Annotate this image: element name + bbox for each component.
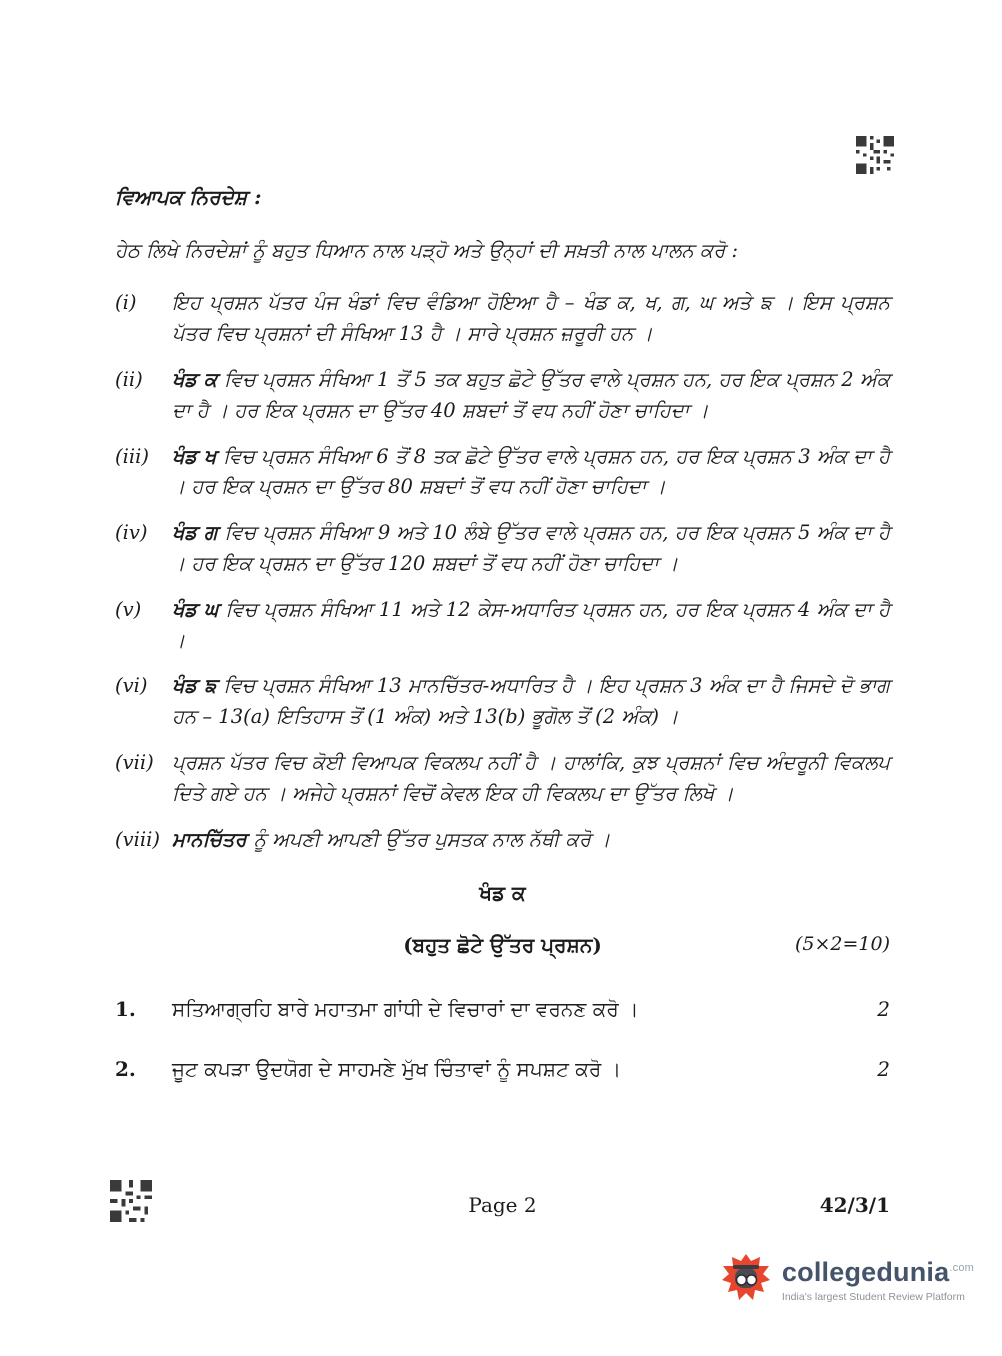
question-marks: 2 bbox=[877, 1057, 890, 1082]
instruction-text bbox=[172, 748, 890, 810]
instruction-body: ਵਿਚ ਪ੍ਰਸ਼ਨ ਸੰਖਿਆ 6 ਤੋਂ 8 ਤਕ ਛੋਟੇ ਉੱਤਰ ਵਾਲੇ ਪ੍ਰਸ਼ਨ ਹਨ, ਹਰ ਇਕ ਪ੍ਰਸ਼ਨ 3 ਅੰਕ ਦਾ ਹੈ । ਹਰ ਇਕ ਪ੍ਰਸ਼ਨ ਦਾ ਉੱਤਰ 80 ਸ਼ਬਦਾਂ ਤੋਂ ਵਧ ਨਹੀਂ ਹੋਣਾ ਚਾਹਿਦਾ । bbox=[172, 444, 890, 499]
brand-tagline: India's largest Student Review Platform bbox=[781, 1291, 965, 1304]
qr-code-top-right bbox=[856, 136, 894, 178]
instruction-item bbox=[115, 825, 890, 856]
paper-code: 42/3/1 bbox=[819, 1193, 890, 1217]
brand-suffix: .com bbox=[949, 1261, 974, 1274]
instruction-item bbox=[115, 671, 890, 733]
instructions-intro: ਹੇਠ ਲਿਖੇ ਨਿਰਦੇਸ਼ਾਂ ਨੂੰ ਬਹੁਤ ਧਿਆਨ ਨਾਲ ਪੜ੍ਹੋ ਅਤੇ ਉਨ੍ਹਾਂ ਦੀ ਸਖ਼ਤੀ ਨਾਲ ਪਾਲਨ ਕਰੋ : bbox=[115, 238, 739, 262]
instruction-text bbox=[172, 518, 890, 580]
instruction-number: (v) bbox=[115, 597, 142, 621]
instruction-lead: ਖੰਡ ਘ bbox=[172, 597, 226, 621]
instruction-text bbox=[172, 442, 890, 504]
instruction-lead: ਮਾਨਚਿੱਤਰ bbox=[172, 827, 254, 851]
instruction-lead: ਖੰਡ ਙ bbox=[172, 674, 224, 698]
instruction-text bbox=[172, 671, 890, 733]
instruction-item bbox=[115, 748, 890, 810]
instruction-item bbox=[115, 288, 890, 350]
section-marks-scheme: (5×2=10) bbox=[794, 933, 890, 956]
instruction-number: (iv) bbox=[115, 521, 148, 545]
instruction-body: ਪ੍ਰਸ਼ਨ ਪੱਤਰ ਵਿਚ ਕੋਈ ਵਿਆਪਕ ਵਿਕਲਪ ਨਹੀਂ ਹੈ । ਹਾਲਾਂਕਿ, ਕੁਝ ਪ੍ਰਸ਼ਨਾਂ ਵਿਚ ਅੰਦਰੂਨੀ ਵਿਕਲਪ ਦਿਤੇ ਗਏ ਹਨ । ਅਜੇਹੇ ਪ੍ਰਸ਼ਨਾਂ ਵਿਚੋਂ ਕੇਵਲ ਇਕ ਹੀ ਵਿਕਲਪ ਦਾ ਉੱਤਰ ਲਿਖੋ । bbox=[172, 750, 890, 805]
instruction-body: ਵਿਚ ਪ੍ਰਸ਼ਨ ਸੰਖਿਆ 13 ਮਾਨਚਿੱਤਰ-ਅਧਾਰਿਤ ਹੈ । ਇਹ ਪ੍ਰਸ਼ਨ 3 ਅੰਕ ਦਾ ਹੈ ਜਿਸਦੇ ਦੋ ਭਾਗ ਹਨ – 13(a) ਇਤਿਹਾਸ ਤੋਂ (1 ਅੰਕ) ਅਤੇ 13(b) ਭੂਗੋਲ ਤੋਂ (2 ਅੰਕ) । bbox=[172, 674, 890, 729]
qr-code-bottom-left bbox=[110, 1180, 152, 1226]
page-content bbox=[115, 182, 890, 1117]
collegedunia-wordmark bbox=[782, 1258, 974, 1304]
instruction-lead: ਖੰਡ ਖ bbox=[172, 444, 224, 468]
instruction-number: (vi) bbox=[115, 674, 148, 698]
question-row bbox=[115, 997, 890, 1021]
instruction-body: ਵਿਚ ਪ੍ਰਸ਼ਨ ਸੰਖਿਆ 9 ਅਤੇ 10 ਲੰਬੇ ਉੱਤਰ ਵਾਲੇ ਪ੍ਰਸ਼ਨ ਹਨ, ਹਰ ਇਕ ਪ੍ਰਸ਼ਨ 5 ਅੰਕ ਦਾ ਹੈ । ਹਰ ਇਕ ਪ੍ਰਸ਼ਨ ਦਾ ਉੱਤਰ 120 ਸ਼ਬਦਾਂ ਤੋਂ ਵਧ ਨਹੀਂ ਹੋਣਾ ਚਾਹਿਦਾ । bbox=[172, 521, 890, 575]
general-instructions bbox=[115, 182, 890, 855]
page-number: Page 2 bbox=[468, 1193, 537, 1217]
instruction-text bbox=[172, 595, 890, 657]
instruction-number: (vii) bbox=[115, 750, 154, 774]
instruction-body: ਨੂੰ ਅਪਣੀ ਆਪਣੀ ਉੱਤਰ ਪੁਸਤਕ ਨਾਲ ਨੱਥੀ ਕਰੋ । bbox=[253, 827, 611, 851]
instruction-body: ਵਿਚ ਪ੍ਰਸ਼ਨ ਸੰਖਿਆ 11 ਅਤੇ 12 ਕੇਸ-ਅਧਾਰਿਤ ਪ੍ਰਸ਼ਨ ਹਨ, ਹਰ ਇਕ ਪ੍ਰਸ਼ਨ 4 ਅੰਕ ਦਾ ਹੈ । bbox=[172, 597, 890, 652]
instruction-text bbox=[172, 288, 890, 350]
section-subtitle: (ਬਹੁਤ ਛੋਟੇ ਉੱਤਰ ਪ੍ਰਸ਼ਨ) bbox=[403, 933, 602, 958]
collegedunia-mascot-icon bbox=[720, 1252, 772, 1309]
instruction-number: (i) bbox=[115, 291, 137, 315]
instruction-text bbox=[172, 365, 890, 427]
section-title: ਖੰਡ ਕ bbox=[479, 881, 526, 906]
instruction-number: (viii) bbox=[115, 827, 160, 851]
question-number: 2. bbox=[115, 1057, 136, 1082]
instruction-number: (ii) bbox=[115, 367, 143, 391]
instruction-item bbox=[115, 365, 890, 427]
instructions-heading: ਵਿਆਪਕ ਨਿਰਦੇਸ਼ : bbox=[115, 185, 262, 209]
question-text: ਜੂਟ ਕਪੜਾ ਉਦਯੋਗ ਦੇ ਸਾਹਮਣੇ ਮੁੱਖ ਚਿੰਤਾਵਾਂ ਨੂੰ ਸਪਸ਼ਟ ਕਰੋ । bbox=[172, 1057, 622, 1082]
instruction-text bbox=[172, 825, 890, 856]
instruction-lead: ਖੰਡ ਗ bbox=[172, 521, 225, 545]
section-subtitle-row bbox=[115, 933, 890, 957]
question-number: 1. bbox=[115, 997, 136, 1022]
instruction-item bbox=[115, 442, 890, 504]
question-marks: 2 bbox=[877, 997, 890, 1022]
question-text: ਸਤਿਆਗ੍ਰਹਿ ਬਾਰੇ ਮਹਾਤਮਾ ਗਾਂਧੀ ਦੇ ਵਿਚਾਰਾਂ ਦਾ ਵਰਨਣ ਕਰੋ । bbox=[172, 997, 639, 1022]
question-row bbox=[115, 1057, 890, 1081]
collegedunia-logo bbox=[720, 1252, 974, 1309]
instruction-body: ਵਿਚ ਪ੍ਰਸ਼ਨ ਸੰਖਿਆ 1 ਤੋਂ 5 ਤਕ ਬਹੁਤ ਛੋਟੇ ਉੱਤਰ ਵਾਲੇ ਪ੍ਰਸ਼ਨ ਹਨ, ਹਰ ਇਕ ਪ੍ਰਸ਼ਨ 2 ਅੰਕ ਦਾ ਹੈ । ਹਰ ਇਕ ਪ੍ਰਸ਼ਨ ਦਾ ਉੱਤਰ 40 ਸ਼ਬਦਾਂ ਤੋਂ ਵਧ ਨਹੀਂ ਹੋਣਾ ਚਾਹਿਦਾ । bbox=[172, 367, 891, 422]
instruction-number: (iii) bbox=[115, 444, 149, 468]
instruction-lead: ਖੰਡ ਕ bbox=[172, 367, 224, 391]
instruction-item bbox=[115, 518, 890, 580]
instruction-body: ਇਹ ਪ੍ਰਸ਼ਨ ਪੱਤਰ ਪੰਜ ਖੰਡਾਂ ਵਿਚ ਵੰਡਿਆ ਹੋਇਆ ਹੈ – ਖੰਡ ਕ, ਖ, ਗ, ਘ ਅਤੇ ਙ । ਇਸ ਪ੍ਰਸ਼ਨ ਪੱਤਰ ਵਿਚ ਪ੍ਰਸ਼ਨਾਂ ਦੀ ਸੰਖਿਆ 13 ਹੈ । ਸਾਰੇ ਪ੍ਰਸ਼ਨ ਜ਼ਰੂਰੀ ਹਨ । bbox=[172, 291, 890, 346]
instruction-item bbox=[115, 595, 890, 657]
brand-name: collegedunia$^{.com}$ bbox=[781, 1256, 974, 1287]
